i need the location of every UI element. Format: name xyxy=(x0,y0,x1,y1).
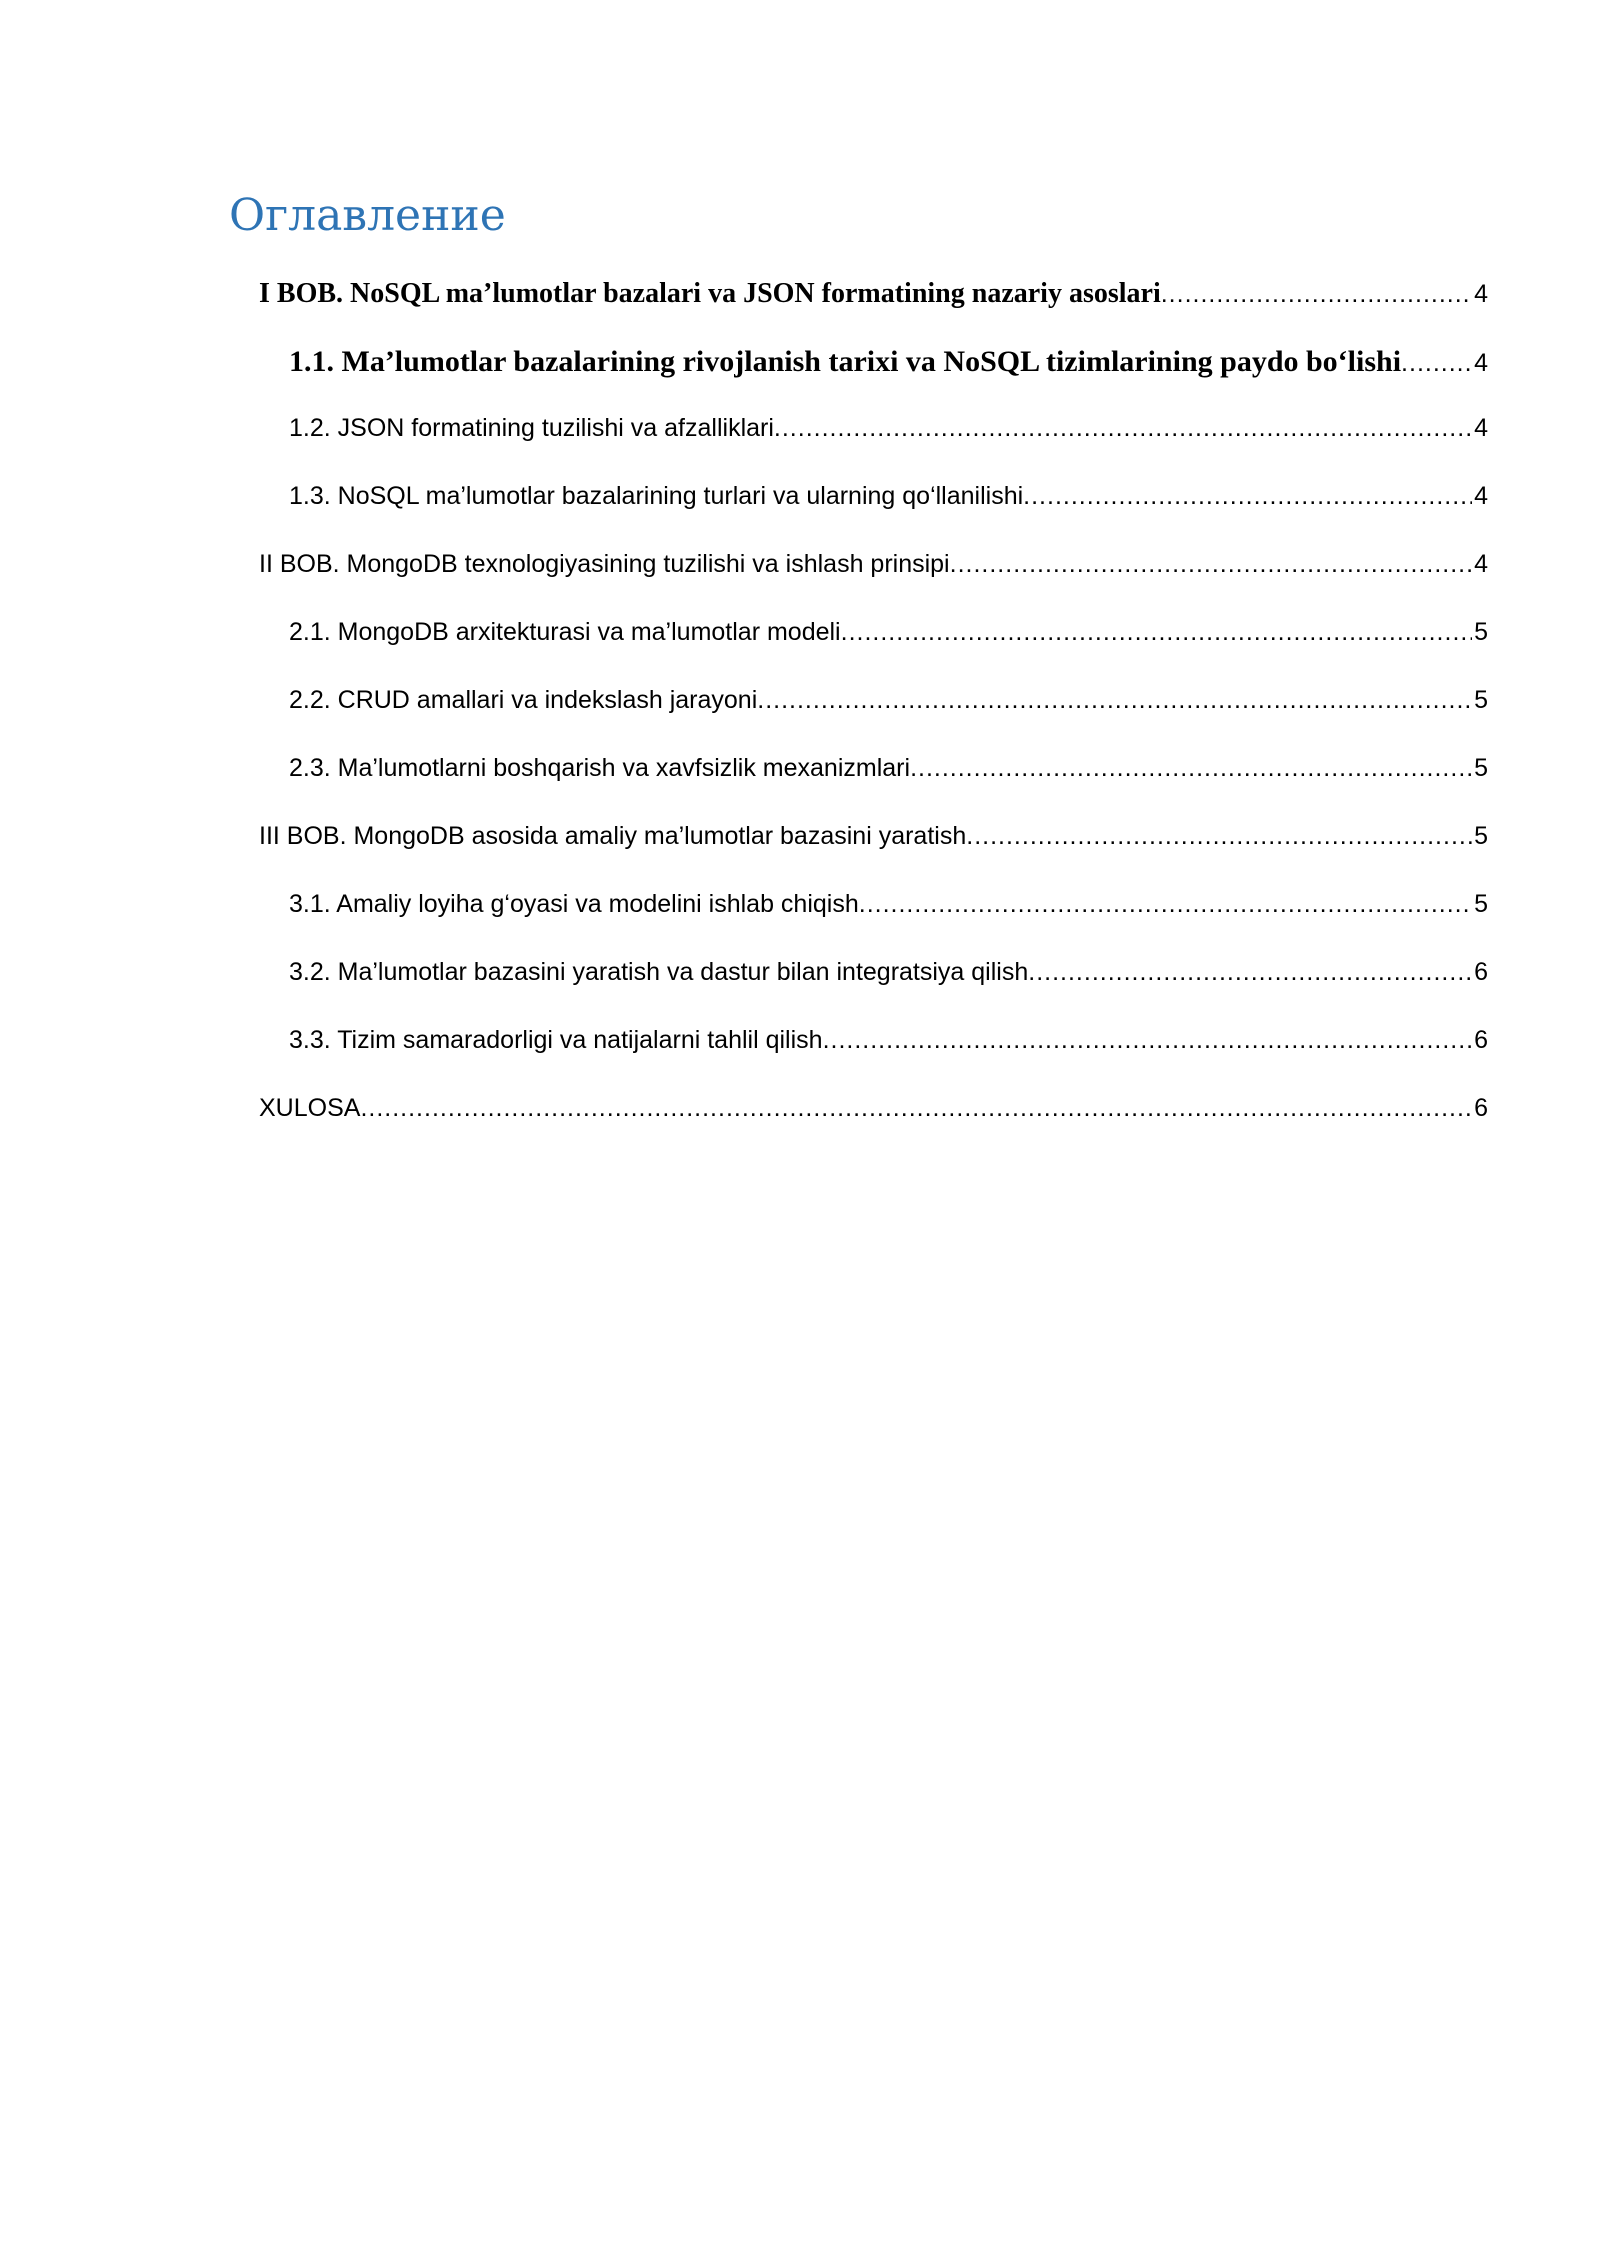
toc-dot-leader xyxy=(859,884,1472,924)
toc-entry-chapter-1[interactable] xyxy=(259,274,1488,314)
toc-page-number: 6 xyxy=(1474,958,1488,986)
toc-page-number: 5 xyxy=(1474,822,1488,850)
toc-page-number: 4 xyxy=(1474,280,1488,308)
toc-dot-leader xyxy=(774,408,1472,448)
toc-dot-leader xyxy=(823,1020,1473,1060)
toc-dot-leader xyxy=(757,680,1472,720)
toc-entry-chapter-3[interactable] xyxy=(259,816,1488,856)
toc-page-number: 5 xyxy=(1474,754,1488,782)
toc-entry-conclusion[interactable] xyxy=(259,1088,1488,1128)
toc-page-number: 4 xyxy=(1474,414,1488,442)
toc-page-number: 4 xyxy=(1474,550,1488,578)
toc-entry-title: 3.2. Ma’lumotlar bazasini yaratish va dastur bilan integratsiya qilish xyxy=(289,958,1029,986)
toc-entry-title: III BOB. MongoDB asosida amaliy ma’lumotlar bazasini yaratish xyxy=(259,822,967,850)
toc-entry-title: 1.2. JSON formatining tuzilishi va afzalliklari xyxy=(289,414,774,442)
toc-entry-title: 3.3. Tizim samaradorligi va natijalarni tahlil qilish xyxy=(289,1026,823,1054)
toc-entry-section-1-1[interactable] xyxy=(289,342,1488,382)
toc-entry-section-2-1[interactable] xyxy=(289,612,1488,652)
toc-heading: Оглавление xyxy=(229,190,506,241)
toc-page-number: 5 xyxy=(1474,686,1488,714)
toc-dot-leader xyxy=(841,612,1472,652)
toc-entry-section-3-1[interactable] xyxy=(289,884,1488,924)
toc-entry-chapter-2[interactable] xyxy=(259,544,1488,584)
toc-entry-title: 1.1. Ma’lumotlar bazalarining rivojlanish tarixi va NoSQL tizimlarining paydo bo‘lishi xyxy=(289,345,1402,378)
toc-entry-section-1-2[interactable] xyxy=(289,408,1488,448)
toc-dot-leader xyxy=(360,1088,1472,1128)
toc-entry-section-3-2[interactable] xyxy=(289,952,1488,992)
toc-entry-section-2-3[interactable] xyxy=(289,748,1488,788)
toc-dot-leader xyxy=(910,748,1472,788)
toc-page-number: 5 xyxy=(1474,890,1488,918)
toc-entry-title: 2.3. Ma’lumotlarni boshqarish va xavfsizlik mexanizmlari xyxy=(289,754,911,782)
toc-page-number: 6 xyxy=(1474,1026,1488,1054)
toc-entry-section-3-3[interactable] xyxy=(289,1020,1488,1060)
toc-dot-leader xyxy=(1161,274,1472,314)
toc-entry-title: II BOB. MongoDB texnologiyasining tuzilishi va ishlash prinsipi xyxy=(259,550,950,578)
toc-dot-leader xyxy=(966,816,1472,856)
toc-page-number: 4 xyxy=(1474,349,1488,377)
toc-entry-title: XULOSA xyxy=(259,1094,361,1122)
toc-entry-section-1-3[interactable] xyxy=(289,476,1488,516)
toc-entry-title: 1.3. NoSQL ma’lumotlar bazalarining turlari va ularning qo‘llanilishi xyxy=(289,482,1024,510)
toc-page-number: 6 xyxy=(1474,1094,1488,1122)
toc-dot-leader xyxy=(950,544,1472,584)
toc-entry-title: 3.1. Amaliy loyiha g‘oyasi va modelini ishlab chiqish xyxy=(289,890,859,918)
toc-dot-leader xyxy=(1401,343,1472,382)
toc-dot-leader xyxy=(1028,952,1472,992)
toc-page-number: 5 xyxy=(1474,618,1488,646)
toc-entry-title: I BOB. NoSQL ma’lumotlar bazalari va JSON formatining nazariy asoslari xyxy=(259,278,1161,309)
toc-dot-leader xyxy=(1023,476,1472,516)
toc-page-number: 4 xyxy=(1474,482,1488,510)
toc-entry-title: 2.2. CRUD amallari va indekslash jarayoni xyxy=(289,686,758,714)
toc-entry-title: 2.1. MongoDB arxitekturasi va ma’lumotlar modeli xyxy=(289,618,841,646)
toc-entry-section-2-2[interactable] xyxy=(289,680,1488,720)
